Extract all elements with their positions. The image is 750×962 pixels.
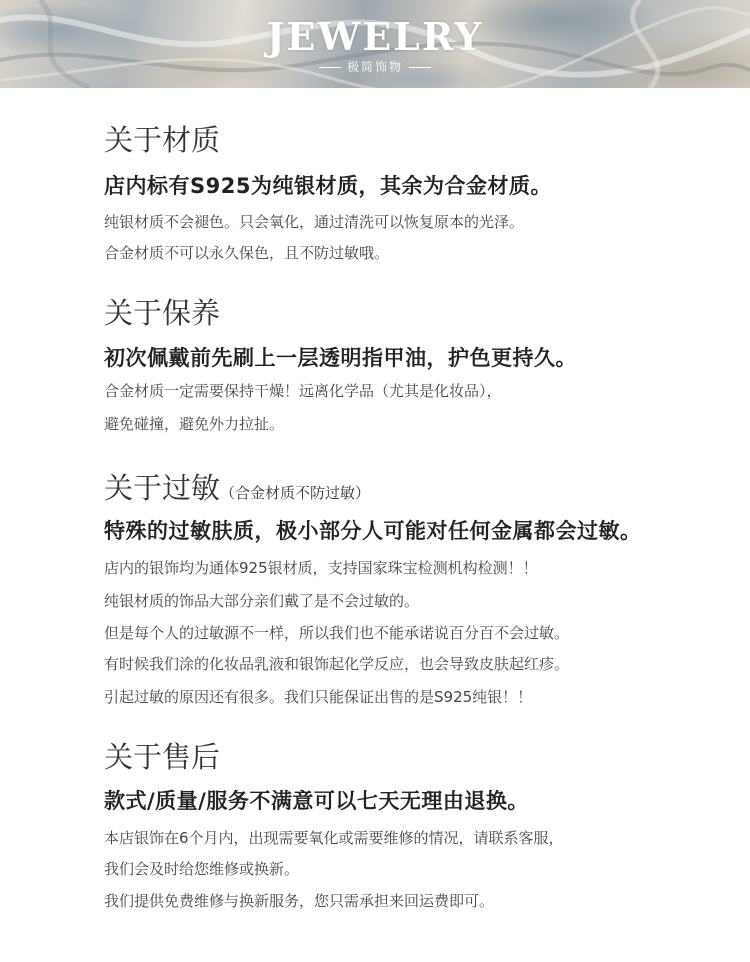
section-title-material: 关于材质: [104, 123, 221, 157]
section-line: 纯银材质的饰品大部分亲们戴了是不会过敏的。: [104, 592, 420, 610]
brand-subtitle: 极简饰物: [0, 58, 750, 75]
section-line: 店内的银饰均为通体925银材质，支持国家珠宝检测机构检测！！: [104, 559, 538, 577]
section-line: 我们提供免费维修与换新服务，您只需承担来回运费即可。: [104, 892, 495, 910]
section-headline-allergy: 特殊的过敏肤质，极小部分人可能对任何金属都会过敏。: [104, 519, 642, 543]
section-title-allergy: 关于过敏（合金材质不防过敏）: [104, 471, 371, 505]
section-line: 合金材质不可以永久保色，且不防过敏哦。: [104, 244, 390, 262]
brand-logo: JEWELRY: [266, 14, 484, 59]
section-headline-material: 店内标有S925为纯银材质，其余为合金材质。: [104, 174, 552, 198]
section-headline-care: 初次佩戴前先刷上一层透明指甲油，护色更持久。: [104, 346, 577, 370]
section-title-aftersales: 关于售后: [104, 740, 221, 774]
section-title-note: （合金材质不防过敏）: [220, 484, 371, 502]
section-line: 纯银材质不会褪色。只会氧化，通过清洗可以恢复原本的光泽。: [104, 213, 525, 231]
section-headline-aftersales: 款式/质量/服务不满意可以七天无理由退换。: [104, 789, 529, 813]
section-line: 但是每个人的过敏源不一样，所以我们也不能承诺说百分百不会过敏。: [104, 624, 570, 642]
header-banner: [0, 0, 750, 88]
section-line: 避免碰撞，避免外力拉扯。: [104, 415, 285, 433]
section-line: 本店银饰在6个月内，出现需要氧化或需要维修的情况，请联系客服，: [104, 829, 564, 847]
section-line: 我们会及时给您维修或换新。: [104, 860, 300, 878]
section-title-care: 关于保养: [104, 296, 221, 330]
section-line: 有时候我们涂的化妆品乳液和银饰起化学反应，也会导致皮肤起红疹。: [104, 655, 570, 673]
section-line: 引起过敏的原因还有很多。我们只能保证出售的是S925纯银！！: [104, 688, 533, 706]
section-line: 合金材质一定需要保持干燥！远离化学品（尤其是化妆品），: [104, 382, 502, 400]
